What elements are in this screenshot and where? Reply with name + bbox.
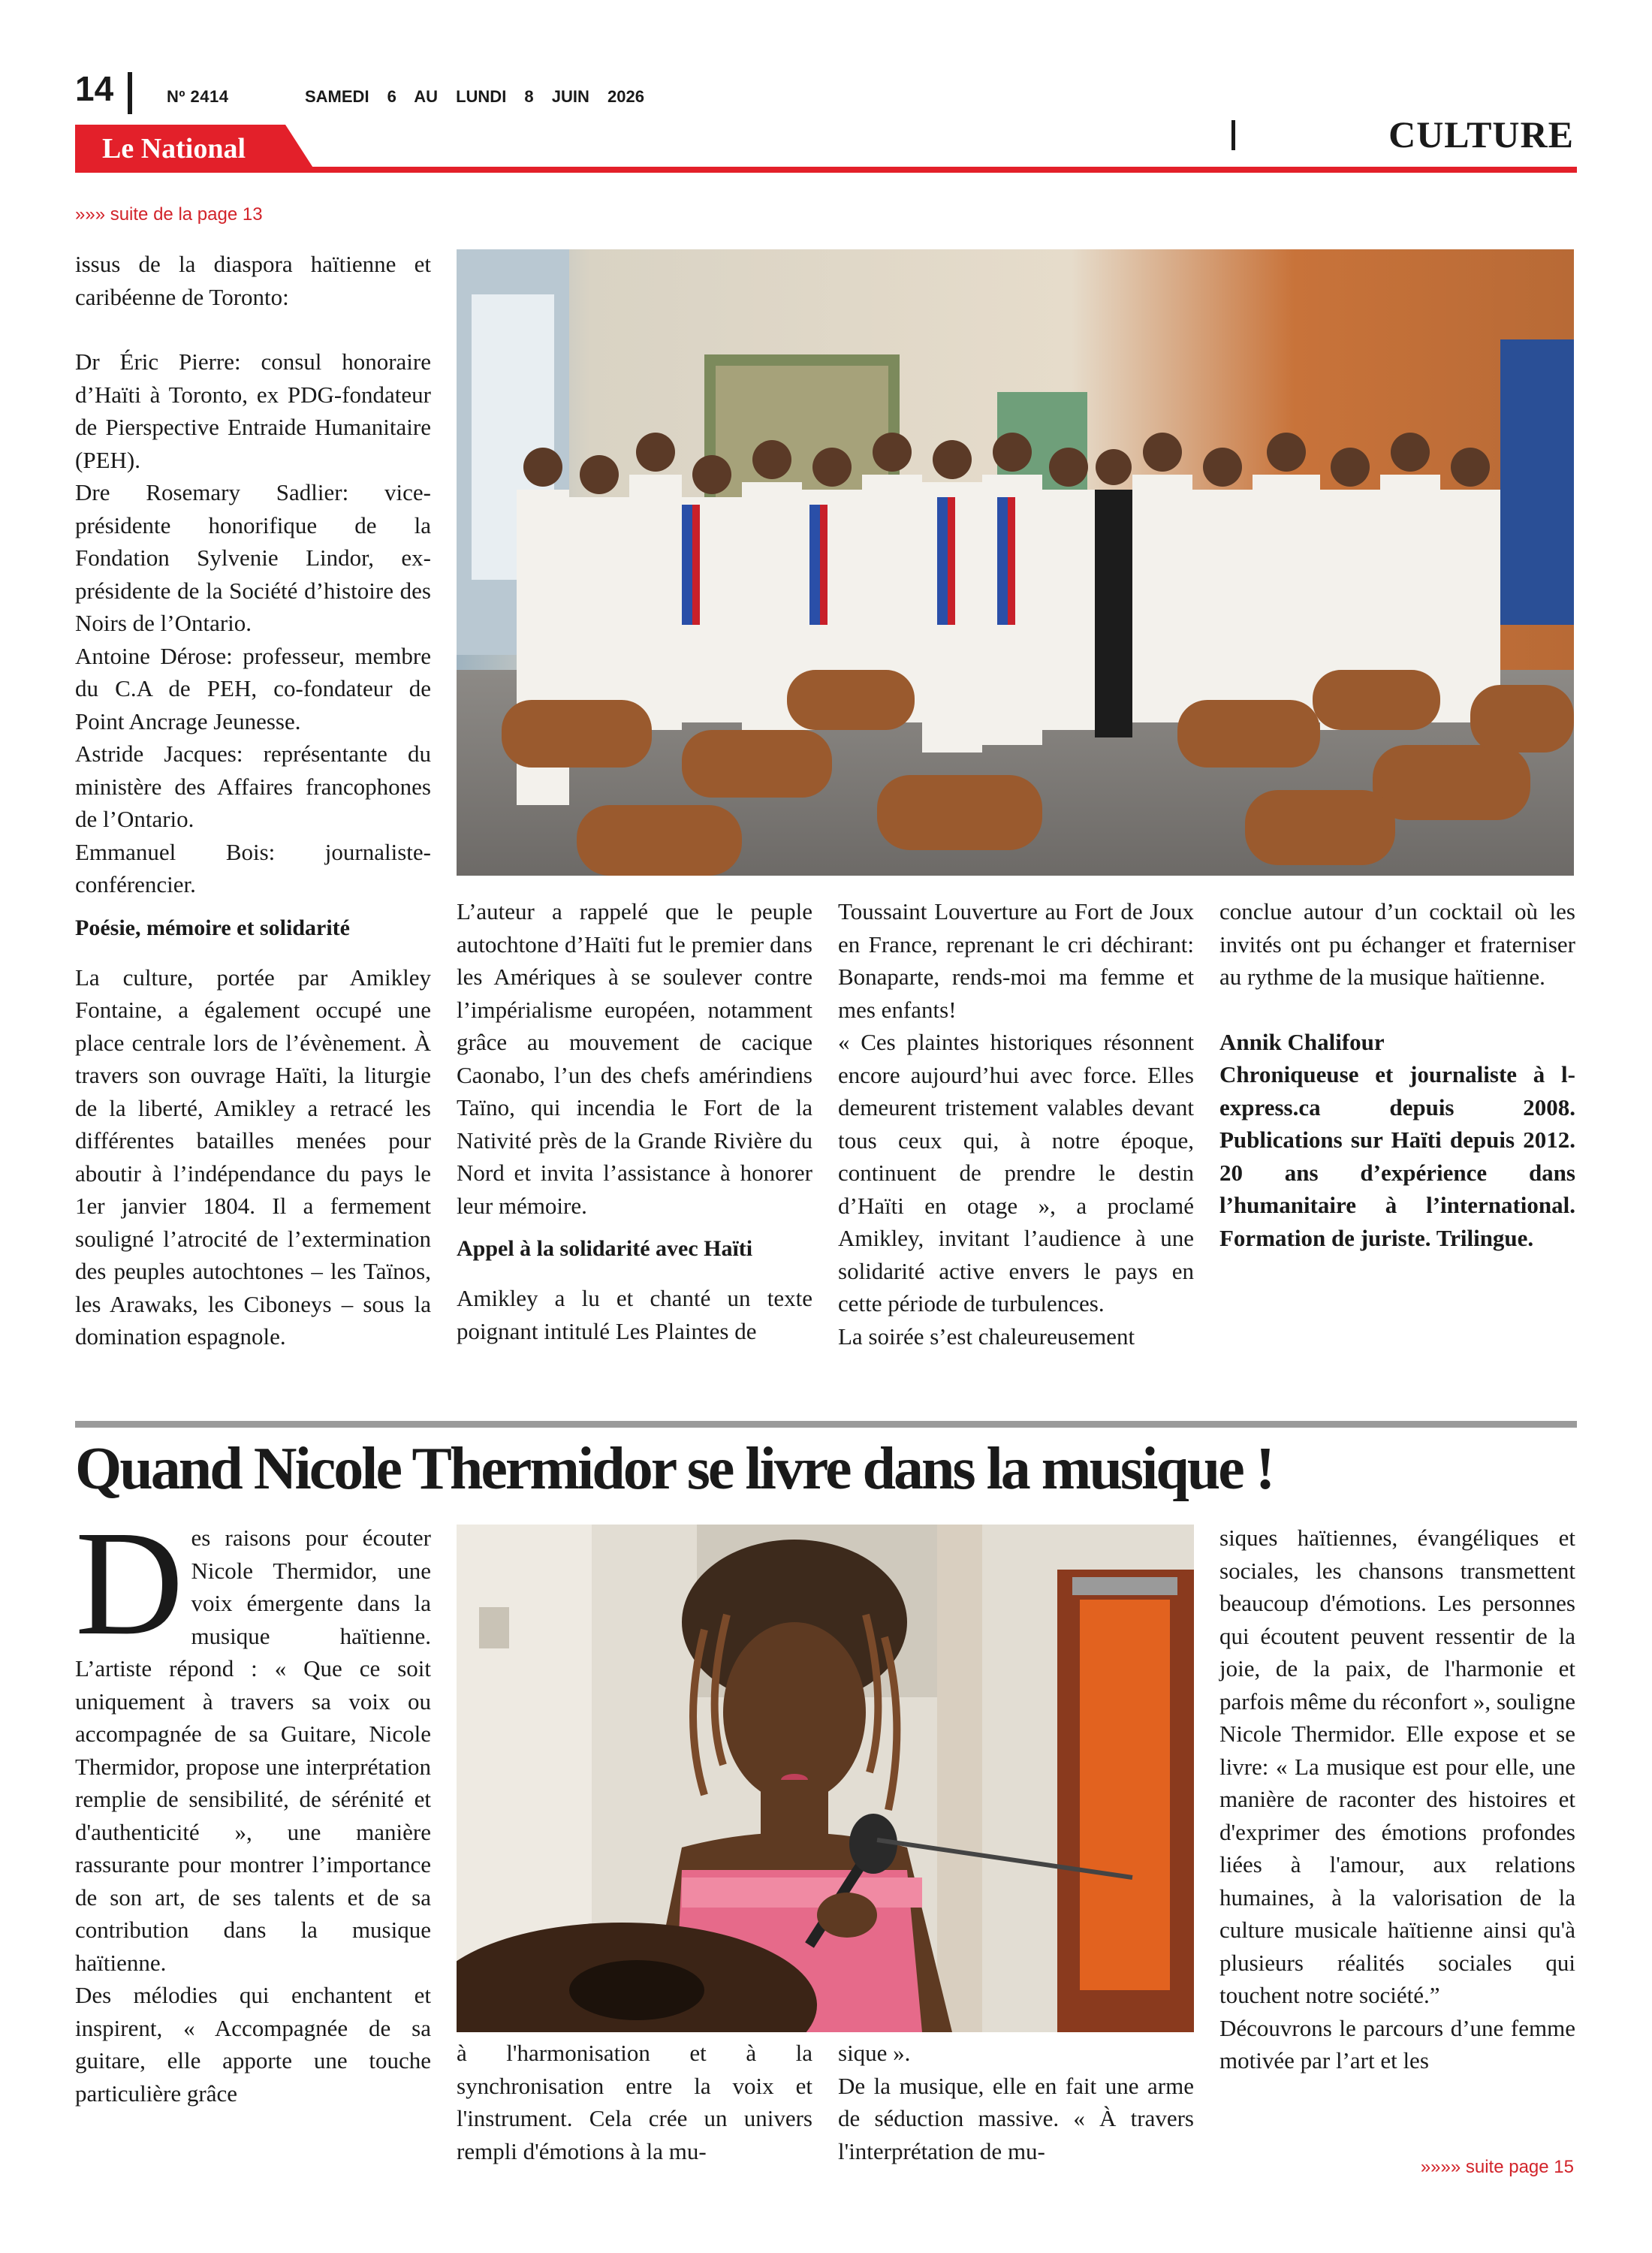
group-photo bbox=[457, 249, 1574, 876]
paragraph: De la musique, elle en fait une arme de séduction massive. « À travers l'interprétation de mu- bbox=[838, 2072, 1194, 2164]
paragraph: Antoine Dérose: professeur, membre du C.A de PEH, co-fondateur de Point Ancrage Jeunesse. bbox=[75, 642, 431, 734]
issue-date: SAMEDI 6 AU LUNDI 8 JUIN 2026 bbox=[305, 87, 644, 106]
paragraph: es raisons pour écouter Nicole Thermidor, une voix émergente dans la musique haïtienne. L’artiste répond : « Que ce soit uniquement à travers sa voix ou accompagnée de sa Guitare, Nicole Thermidor, propose une interprétation remplie de sensibilité, de sérénité et d'authenticité », une manière rassurante pour montrer l’importance de son art, de ses talents et de sa contribution dans la musique haïtienne. bbox=[75, 1525, 431, 1976]
paragraph: à l'harmonisation et à la synchronisation entre la voix et l'instrument. Cela crée un univers rempli d'émotions à la mu- bbox=[457, 2040, 812, 2164]
paragraph: La culture, portée par Amikley Fontaine, a également occupé une place centrale lors de l’évènement. À travers son ouvrage Haïti, la liturgie de la liberté, Amikley a retracé les différentes batailles menées pour aboutir à l’indépendance du pays le 1er janvier 1804. Il a fermement souligné l’atrocité de l’extermination des peuples autochtones – les Taïnos, les Arawaks, les Ciboneys – sous la domination espagnole. bbox=[75, 964, 431, 1350]
paragraph: L’auteur a rappelé que le peuple autochtone d’Haïti fut le premier dans les Amériques à se soulever contre l’impérialisme européen, notamment grâce au mouvement de cacique Caonabo, l’un des chefs amérindiens Taïno, qui incendia le Fort de la Nativité près de la Grande Rivière du Nord et invita l’assistance à honorer leur mémoire. bbox=[457, 898, 812, 1219]
article1-column-3 bbox=[838, 895, 1194, 1353]
article1-column-4 bbox=[1219, 895, 1575, 1254]
singer-photo-illustration bbox=[457, 1525, 1194, 2032]
author-name: Annik Chalifour bbox=[1219, 1028, 1385, 1055]
article2-column-2 bbox=[457, 2037, 812, 2167]
masthead-logo bbox=[75, 125, 315, 171]
section-divider bbox=[1231, 120, 1235, 150]
article1-column-1 bbox=[75, 248, 431, 1353]
paragraph: Amikley a lu et chanté un texte poignant intitulé Les Plaintes de bbox=[457, 1285, 812, 1344]
masthead-text: Le National bbox=[102, 133, 246, 164]
issue-number: Nº 2414 bbox=[167, 87, 229, 106]
subheading: Poésie, mémoire et solidarité bbox=[75, 915, 350, 940]
section-title: CULTURE bbox=[1388, 113, 1574, 155]
group-photo-illustration bbox=[457, 249, 1574, 876]
header-red-rule bbox=[75, 167, 1577, 173]
paragraph: « Ces plaintes historiques résonnent encore aujourd’hui avec force. Elles demeurent tristement valables devant tous ceux qui, à notre époque, continuent de prendre le destin d’Haïti en otage », a proclamé Amikley, invitant l’audience à une solidarité active envers le pays en cette période de turbulences. bbox=[838, 1029, 1194, 1317]
paragraph: siques haïtiennes, évangéliques et sociales, les chansons transmettent beaucoup d'émotions. Les personnes qui écoutent peuvent ressentir de la joie, de la paix, de l'harmonie et parfois même du réconfort », souligne Nicole Thermidor. Elle expose et se livre: « La musique est pour elle, une manière de raconter des histoires et d'exprimer des émotions profondes liées à l'amour, aux relations humaines, à la valorisation de la culture musicale haïtienne ainsi qu'à plusieurs réalités sociales qui touchent notre société.” bbox=[1219, 1525, 1575, 2008]
paragraph: Astride Jacques: représentante du ministère des Affaires francophones de l’Ontario. bbox=[75, 740, 431, 832]
paragraph: Emmanuel Bois: journaliste-conférencier. bbox=[75, 838, 431, 897]
subheading: Appel à la solidarité avec Haïti bbox=[457, 1236, 753, 1261]
paragraph: sique ». bbox=[838, 2040, 911, 2066]
article2-column-3 bbox=[838, 2037, 1194, 2167]
page-number: 14 bbox=[75, 69, 114, 108]
article2-headline: Quand Nicole Thermidor se livre dans la musique ! bbox=[75, 1436, 1274, 1502]
article2-column-4 bbox=[1219, 1522, 1575, 2077]
drop-cap: D bbox=[75, 1500, 184, 1666]
article1-column-2 bbox=[457, 895, 812, 1347]
continued-to-link[interactable]: »»»» suite page 15 bbox=[1420, 2157, 1574, 2177]
paragraph: Dr Éric Pierre: consul honoraire d’Haïti à Toronto, ex PDG-fondateur de Pierspective Entraide Humanitaire (PEH). bbox=[75, 348, 431, 473]
paragraph: issus de la diaspora haïtienne et caribéenne de Toronto: bbox=[75, 251, 431, 310]
paragraph: Dre Rosemary Sadlier: vice-présidente honorifique de la Fondation Sylvenie Lindor, ex-présidente de la Société d’histoire des Noirs de l’Ontario. bbox=[75, 479, 431, 636]
continued-from-link[interactable]: »»» suite de la page 13 bbox=[75, 204, 263, 225]
singer-photo bbox=[457, 1525, 1194, 2032]
article-divider bbox=[75, 1421, 1577, 1428]
paragraph: Des mélodies qui enchantent et inspirent, « Accompagnée de sa guitare, elle apporte une touche particulière grâce bbox=[75, 1982, 431, 2107]
paragraph: La soirée s’est chaleureusement bbox=[838, 1323, 1135, 1350]
paragraph: conclue autour d’un cocktail où les invités ont pu échanger et fraterniser au rythme de la musique haïtienne. bbox=[1219, 898, 1575, 990]
author-bio: Chroniqueuse et journaliste à l-express.ca depuis 2008. Publications sur Haïti depuis 2012. 20 ans d’expérience dans l’humanitaire à l’international. Formation de juriste. Trilingue. bbox=[1219, 1061, 1575, 1251]
article2-column-1 bbox=[75, 1500, 431, 2110]
paragraph: Toussaint Louverture au Fort de Joux en France, reprenant le cri déchirant: Bonaparte, rends-moi ma femme et mes enfants! bbox=[838, 898, 1194, 1023]
page-number-divider bbox=[128, 72, 132, 114]
paragraph: Découvrons le parcours d’une femme motivée par l’art et les bbox=[1219, 2014, 1575, 2074]
